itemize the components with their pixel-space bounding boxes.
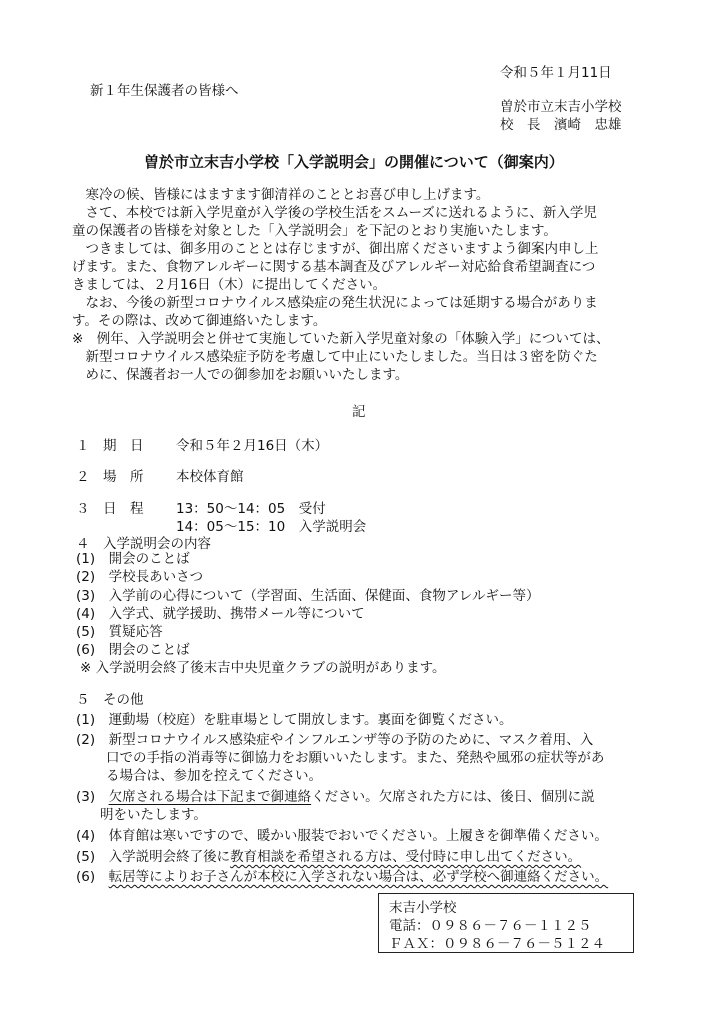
- body-line: さて、本校では新入学児童が入学後の学校生活をスムーズに送れるように、新入学児: [72, 205, 597, 221]
- body-line: 童の保護者の皆様を対象とした「入学説明会」を下記のとおり実施いたします。: [72, 223, 557, 239]
- note-line: ※ 例年、入学説明会と併せて実施していた新入学児童対象の「体験入学」については、: [72, 331, 610, 347]
- date-label: １ 期 日: [76, 438, 144, 454]
- body-line: す。その際は、改めて御連絡いたします。: [72, 313, 327, 329]
- contact-name: 末吉小学校: [389, 900, 457, 916]
- other-item-2-cont: る場合は、参加を控えてください。: [106, 768, 322, 784]
- sender-school: 曽於市立末吉小学校: [500, 99, 622, 115]
- content-label: ４ 入学説明会の内容: [76, 536, 211, 552]
- contact-box: [378, 893, 634, 953]
- other-item-6: [76, 865, 608, 885]
- other-item-4: (4) 体育館は寒いですので、暖かい服装でおいでください。上履きを御準備ください。: [76, 828, 608, 844]
- date-value: 令和５年２月16日（木）: [176, 438, 329, 454]
- other-item-5-wavy: 教育相談を希望される方は、受付時に申し出てください。: [230, 849, 582, 865]
- body-line: 寒冷の候、皆様にはますます御清祥のこととお喜び申し上げます。: [72, 187, 490, 203]
- addressee: 新１年生保護者の皆様へ: [90, 83, 239, 99]
- place-value: 本校体育館: [176, 469, 244, 485]
- body-line: げます。また、食物アレルギーに関する基本調査及びアレルギー対応給食希望調査につ: [72, 259, 596, 275]
- contact-fax: ＦＡＸ：０９８６－７６－５１２４: [389, 936, 605, 952]
- other-item-6-prefix: (6): [76, 869, 109, 885]
- document-date: 令和５年１月11日: [500, 65, 612, 81]
- ki-heading: 記: [352, 404, 366, 420]
- document-title: 曽於市立末吉小学校「入学説明会」の開催について（御案内）: [144, 153, 564, 171]
- body-line: きましては、２月16日（木）に提出してください。: [72, 277, 387, 293]
- other-item-3-underlined: 欠席される場合は下記まで御連絡: [108, 789, 312, 805]
- place-label: ２ 場 所: [76, 469, 144, 485]
- other-item-2-cont: 口での手指の消毒等に御協力をお願いいたします。また、発熱や風邪の症状等があ: [106, 750, 605, 766]
- contact-tel: 電話：０９８６－７６－１１２５: [389, 918, 592, 934]
- other-item-3-prefix: (3): [76, 789, 109, 805]
- content-note: ※ 入学説明会終了後末吉中央児童クラブの説明があります。: [80, 660, 446, 676]
- content-item: (4) 入学式、就学援助、携帯メール等について: [76, 606, 365, 622]
- content-item: (3) 入学前の心得について（学習面、生活面、保健面、食物アレルギー等）: [76, 588, 540, 604]
- schedule-label: ３ 日 程: [76, 501, 144, 517]
- other-item-5-prefix: (5) 入学説明会終了後に: [76, 849, 231, 865]
- other-item-6-wavy: 転居等によりお子さんが本校に入学されない場合は、必ず学校へ御連絡ください。: [108, 869, 609, 885]
- other-item-1: (1) 運動場（校庭）を駐車場として開放します。裏面を御覧ください。: [76, 712, 513, 728]
- note-line: 新型コロナウイルス感染症予防を考慮して中止にいたしました。当日は３密を防ぐた: [72, 349, 598, 365]
- content-item: (2) 学校長あいさつ: [76, 569, 204, 585]
- schedule-session: 14：05～15：10 入学説明会: [176, 519, 367, 535]
- other-label: ５ その他: [76, 692, 144, 708]
- content-item: (6) 閉会のことば: [76, 642, 190, 658]
- other-item-5: [76, 845, 581, 865]
- note-line: めに、保護者お一人での御参加をお願いいたします。: [72, 367, 409, 383]
- other-item-2: (2) 新型コロナウイルス感染症やインフルエンザ等の予防のために、マスク着用、入: [76, 732, 594, 748]
- other-item-3-rest: ください。欠席された方には、後日、個別に説: [311, 789, 595, 805]
- content-item: (5) 質疑応答: [76, 624, 163, 640]
- other-item-3: [76, 785, 595, 805]
- sender-principal: 校 長 濱崎 忠雄: [500, 117, 622, 133]
- body-line: なお、今後の新型コロナウイルス感染症の発生状況によっては延期する場合がありま: [72, 295, 598, 311]
- other-item-3-cont: 明をいたします。: [100, 807, 207, 823]
- body-line: つきましては、御多用のこととは存じますが、御出席くださいますよう御案内申し上: [72, 241, 599, 257]
- content-item: (1) 開会のことば: [76, 551, 190, 567]
- schedule-reception: 13：50～14：05 受付: [176, 501, 326, 517]
